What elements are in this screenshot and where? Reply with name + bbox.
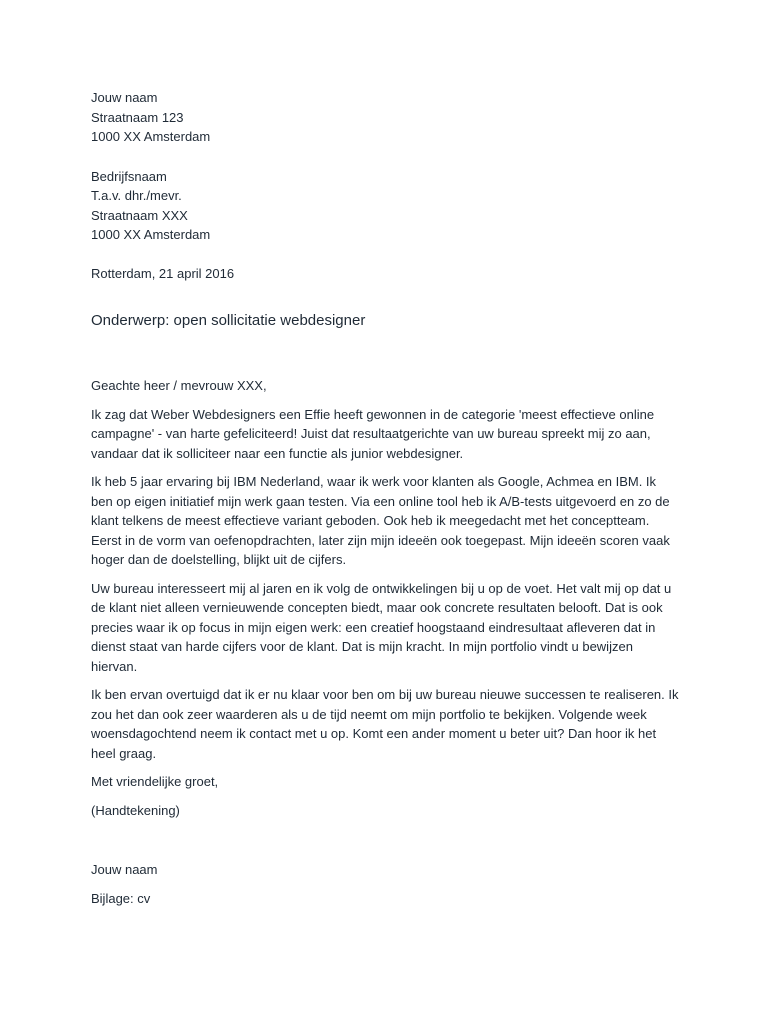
recipient-address [91, 167, 691, 245]
signature-placeholder: (Handtekening) [91, 802, 180, 818]
recipient-city: 1000 XX Amsterdam [91, 227, 211, 242]
recipient-attention: T.a.v. dhr./mevr. [91, 188, 182, 203]
paragraph-line: woensdagochtend neem ik contact met u op. Komt een ander moment u beter uit? Dan hoor ik het [91, 726, 657, 741]
paragraph-line: Ik zag dat Weber Webdesigners een Effie heeft gewonnen in de categorie 'meest effectieve online [91, 406, 655, 422]
paragraph-line: heel graag. [91, 745, 157, 761]
paragraph-line: Eerst in de vorm van oefenopdrachten, later zijn mijn ideeën ook toegepast. Mijn ideeën scoren vaak [91, 532, 670, 548]
subject-line: Onderwerp: open sollicitatie webdesigner [91, 312, 366, 329]
salutation: Geachte heer / mevrouw XXX, [91, 378, 267, 393]
paragraph-line: hoger dan de doelstelling, blijkt uit de cijfers. [91, 552, 347, 567]
paragraph-line: precies waar ik op focus in mijn eigen werk: een creatief hoogstaand eindresultaat afleveren dat in [91, 619, 656, 635]
paragraph-line: dienst staat van harde cijfers voor de klant. Dat is mijn kracht. In mijn portfolio vindt u bewijzen [91, 639, 633, 654]
paragraph-line: vandaar dat ik solliciteer naar een functie als junior webdesigner. [91, 445, 464, 461]
sender-street: Straatnaam 123 [91, 109, 184, 125]
closing: Met vriendelijke groet, [91, 774, 219, 789]
paragraph-line: Ik heb 5 jaar ervaring bij IBM Nederland, waar ik werk voor klanten als Google, Achmea en IBM. Ik [91, 474, 657, 489]
place-date: Rotterdam, 21 april 2016 [91, 265, 235, 281]
attachment-line: Bijlage: cv [91, 890, 151, 906]
paragraph-1 [91, 405, 681, 464]
paragraph-line: de klant niet alleen vernieuwende concepten biedt, maar ook concrete resultaten belooft. Dat is ook [91, 600, 663, 615]
paragraph-line: campagne' - van harte gefeliciteerd! Juist dat resultaatgerichte van uw bureau spreekt mij zo aan, [91, 426, 651, 441]
paragraph-line: hiervan. [91, 658, 138, 674]
paragraph-line: Ik ben ervan overtuigd dat ik er nu klaar voor ben om bij uw bureau nieuwe successen te realiseren. Ik [91, 687, 679, 702]
signer-name: Jouw naam [91, 862, 158, 877]
letter [91, 88, 691, 908]
sender-name: Jouw naam [91, 90, 158, 105]
recipient-company: Bedrijfsnaam [91, 168, 167, 184]
paragraph-line: Uw bureau interesseert mij al jaren en ik volg de ontwikkelingen bij u op de voet. Het valt mij op dat u [91, 580, 672, 596]
sender-address [91, 88, 691, 147]
paragraph-4 [91, 685, 681, 763]
paragraph-line: klant telkens de meest effectieve variant geboden. Ook heb ik meegedacht met het conceptteam. [91, 513, 650, 528]
sender-city: 1000 XX Amsterdam [91, 129, 211, 144]
paragraph-2 [91, 472, 681, 570]
paragraph-3 [91, 579, 681, 677]
paragraph-line: zou het dan ook zeer waarderen als u de tijd neemt om mijn portfolio te bekijken. Volgende week [91, 706, 647, 722]
paragraph-line: ben op eigen initiatief mijn werk gaan testen. Via een online tool heb ik A/B-tests uitgevoerd en zo de [91, 493, 670, 509]
recipient-street: Straatnaam XXX [91, 207, 188, 223]
